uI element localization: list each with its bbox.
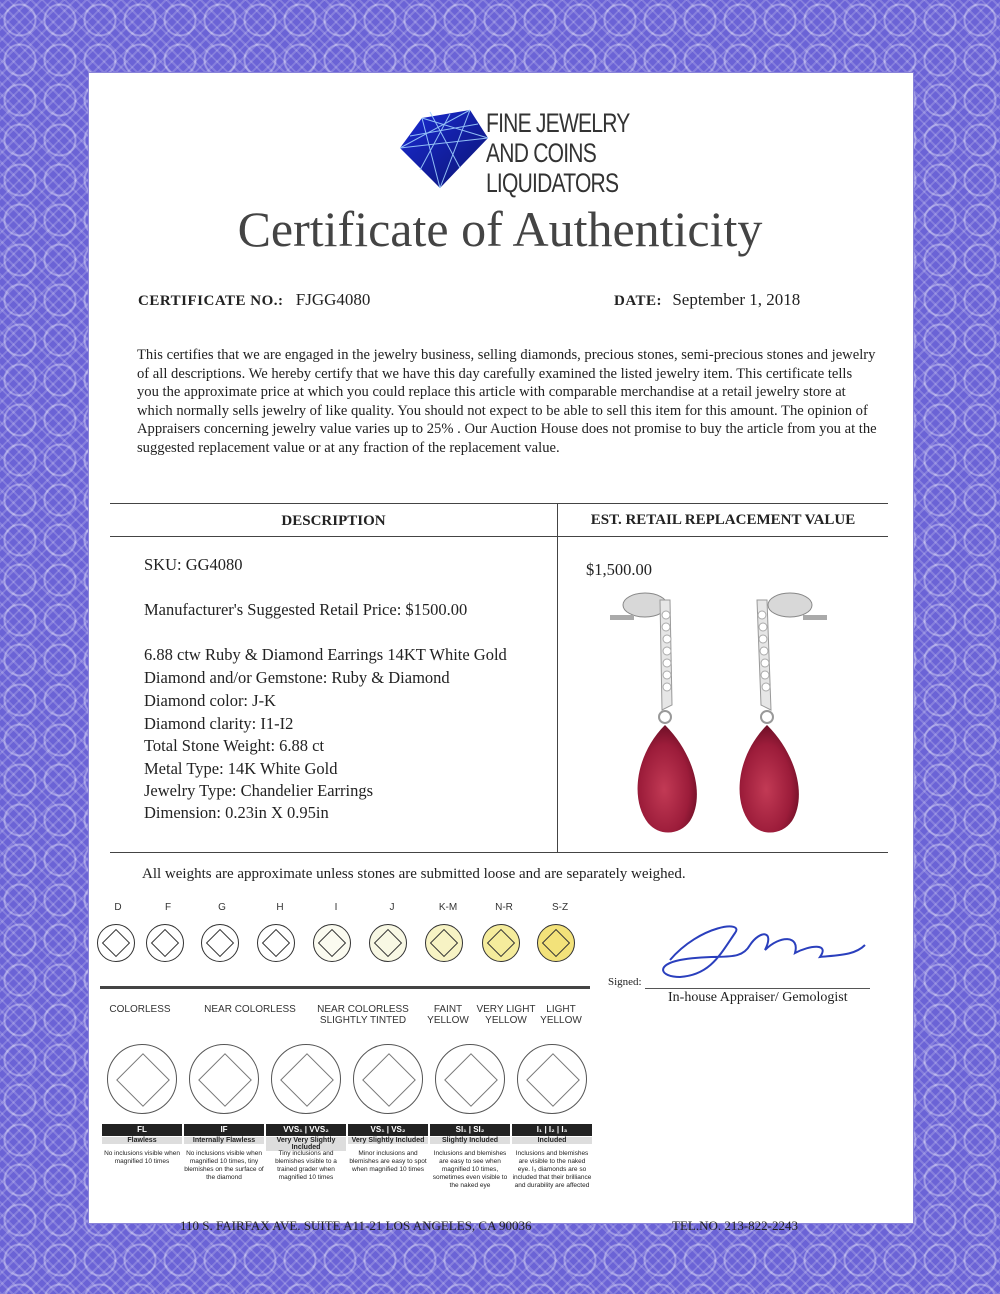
table-divider	[557, 503, 558, 852]
footer-phone: TEL.NO. 213-822-2243	[672, 1218, 799, 1233]
color-grade-diamond-icon	[201, 924, 239, 962]
clarity-diamond-icon	[107, 1044, 177, 1114]
detail-item: Metal Type: 14K White Gold	[144, 759, 338, 778]
clarity-diamond-icon	[189, 1044, 259, 1114]
color-group: COLORLESS	[109, 1004, 171, 1015]
signature-image	[650, 915, 870, 985]
clarity-name: Included	[512, 1137, 592, 1144]
clarity-description: Tiny inclusions and blemishes visible to a trained grader when magnified 10 times	[275, 1150, 337, 1181]
color-group: NEAR COLORLESS	[204, 1004, 296, 1015]
color-grade-diamond-icon	[482, 924, 520, 962]
clarity-diamond-icon	[517, 1044, 587, 1114]
clarity-name: Flawless	[102, 1137, 182, 1144]
color-grade-label: J	[389, 902, 395, 913]
signed-label: Signed:	[608, 976, 642, 988]
value-header: EST. RETAIL REPLACEMENT VALUE	[590, 512, 856, 528]
description-header: DESCRIPTION	[281, 513, 386, 529]
color-grade-diamond-icon	[425, 924, 463, 962]
detail-item: Dimension: 0.23in X 0.95in	[144, 803, 329, 822]
color-grade-diamond-icon	[313, 924, 351, 962]
clarity-grade: FL	[102, 1124, 182, 1136]
earrings-image	[600, 585, 850, 845]
color-scale-bar	[100, 986, 590, 989]
clarity-diamond-icon	[353, 1044, 423, 1114]
clarity-name: Very Slightly Included	[348, 1137, 428, 1144]
color-grade-diamond-icon	[97, 924, 135, 962]
certification-statement: This certifies that we are engaged in the jewelry business, selling diamonds, precious stones, semi-precious stones and jewelry of all descriptions. We hereby certify that we have this day carefully examined the listed jewelry item. This certificate tells you the approximate price at which you could replace this article with comparable merchandise at a retail jewelry store at which normally sells jewelry of like quality. You should not expect to be able to sell this item for this amount. The opinion of Appraisers concerning jewelry value varies up to 25% . Our Auction House does not promise to buy the article from you at the suggested replacement value or at any fraction of the replacement value.	[137, 347, 877, 456]
color-grade-label: I	[334, 902, 338, 913]
certificate-number: CERTIFICATE NO.: FJGG4080	[138, 290, 371, 309]
clarity-description: No inclusions visible when magnified 10 times, tiny blemishes on the surface of the diamond	[184, 1150, 264, 1181]
clarity-grade: SI₁ | SI₂	[430, 1124, 510, 1136]
clarity-grade: I₁ | I₂ | I₃	[512, 1124, 592, 1136]
color-grade-diamond-icon	[537, 924, 575, 962]
clarity-description: Minor inclusions and blemishes are easy to spot when magnified 10 times	[349, 1150, 427, 1173]
signature-line	[645, 988, 870, 989]
footer-address: 110 S. FAIRFAX AVE. SUITE A11-21 LOS ANGELES, CA 90036	[180, 1218, 532, 1233]
sku: SKU: GG4080	[144, 555, 243, 574]
clarity-description: No inclusions visible when magnified 10 times	[104, 1150, 180, 1165]
detail-item: Diamond and/or Gemstone: Ruby & Diamond	[144, 668, 450, 687]
certificate-date: DATE: September 1, 2018	[614, 290, 801, 309]
clarity-grade: IF	[184, 1124, 264, 1136]
detail-item: Jewelry Type: Chandelier Earrings	[144, 781, 374, 800]
company-name: FINE JEWELRY AND COINS LIQUIDATORS	[486, 108, 630, 198]
clarity-description: Inclusions and blemishes are easy to see when magnified 10 times, sometimes even visible to the naked eye	[432, 1150, 508, 1189]
color-grade-label: N-R	[495, 902, 513, 913]
color-grade-diamond-icon	[146, 924, 184, 962]
clarity-grade: VS₁ | VS₂	[348, 1124, 428, 1136]
page-title: Certificate of Authenticity	[237, 201, 763, 257]
table-top-rule	[110, 503, 888, 504]
detail-item: Diamond clarity: I1-I2	[144, 714, 294, 733]
color-group: LIGHT YELLOW	[540, 1004, 582, 1026]
clarity-description: Inclusions and blemishes are visible to the naked eye. I₃ diamonds are so included that their brilliance and durability are affected	[512, 1150, 592, 1189]
appraiser-title: In-house Appraiser/ Gemologist	[668, 990, 848, 1005]
clarity-name: Internally Flawless	[184, 1137, 264, 1144]
color-grade-label: G	[218, 902, 226, 913]
color-grade-label: F	[164, 902, 172, 913]
color-group: VERY LIGHT YELLOW	[476, 1004, 536, 1026]
color-grade-label: H	[276, 902, 284, 913]
color-grade-label: D	[114, 902, 122, 913]
table-header-rule	[110, 536, 888, 537]
weights-note: All weights are approximate unless stones are submitted loose and are separately weighed.	[142, 866, 686, 882]
clarity-diamond-icon	[271, 1044, 341, 1114]
clarity-name: Very Very Slightly Included	[266, 1137, 346, 1151]
color-grade-diamond-icon	[369, 924, 407, 962]
color-grade-label: K-M	[438, 902, 458, 913]
color-grade-label: S-Z	[551, 902, 569, 913]
replacement-value: $1,500.00	[586, 560, 652, 579]
detail-item: 6.88 ctw Ruby & Diamond Earrings 14KT White Gold	[144, 645, 507, 664]
color-group: NEAR COLORLESS SLIGHTLY TINTED	[317, 1004, 409, 1026]
detail-item: Diamond color: J-K	[144, 691, 276, 710]
color-grade-diamond-icon	[257, 924, 295, 962]
msrp: Manufacturer's Suggested Retail Price: $1500.00	[144, 600, 468, 619]
detail-item: Total Stone Weight: 6.88 ct	[144, 736, 325, 755]
clarity-diamond-icon	[435, 1044, 505, 1114]
clarity-grade: VVS₁ | VVS₂	[266, 1124, 346, 1136]
table-bottom-rule	[110, 852, 888, 853]
clarity-name: Slightly Included	[430, 1137, 510, 1144]
color-group: FAINT YELLOW	[427, 1004, 469, 1026]
